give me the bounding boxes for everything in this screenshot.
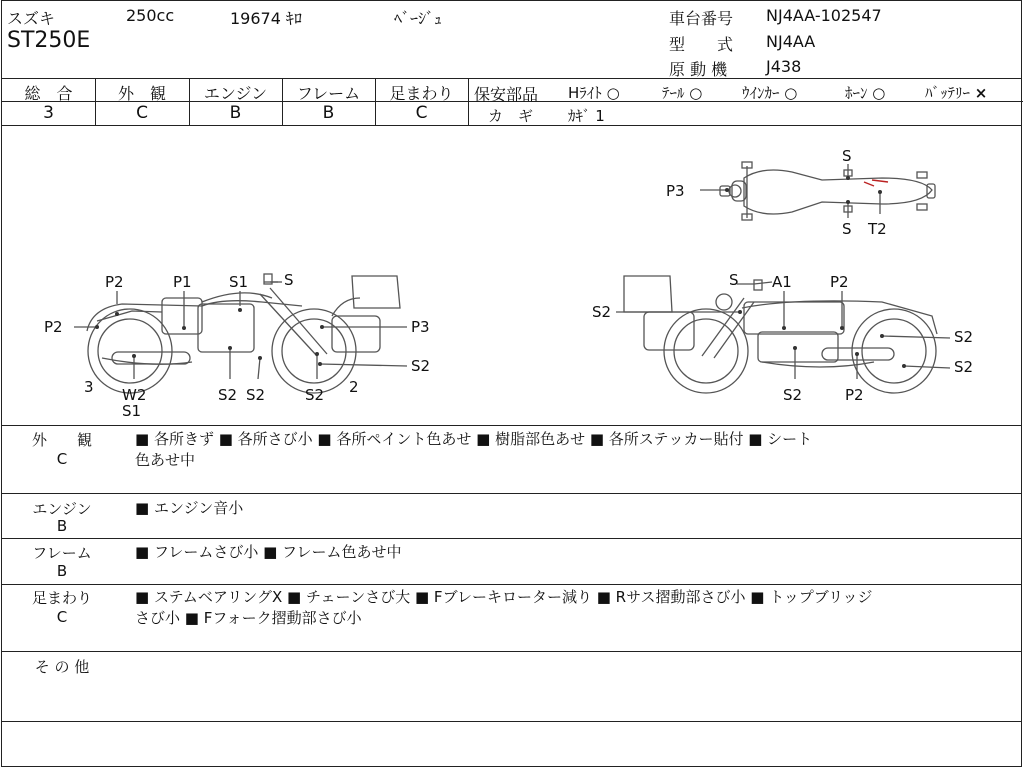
model-name: ST250E — [7, 28, 91, 53]
divider — [2, 425, 1021, 426]
divider — [2, 651, 1021, 652]
note-text-exterior: 色あせ中 — [135, 451, 196, 469]
diagram-label: S2 — [305, 386, 325, 404]
exterior-grade-label: 外 観 — [117, 84, 166, 103]
overall-grade-value: 3 — [43, 103, 54, 123]
headlight-status-mark: ○ — [606, 84, 620, 102]
diagram-label: S1 — [122, 402, 142, 420]
diagram-label: P2 — [105, 273, 124, 291]
overall-grade-label: 総 合 — [24, 84, 73, 103]
inspection-sheet — [1, 0, 1022, 767]
frame-number: NJ4AA-102547 — [766, 6, 882, 25]
diagram-label: S2 — [954, 328, 974, 346]
safety-item: ﾊﾞｯﾃﾘｰ × — [925, 84, 988, 102]
diagram-label: P1 — [173, 273, 192, 291]
safety-item: Hﾗｲﾄ ○ — [568, 84, 620, 102]
diagram-label: T2 — [868, 220, 887, 238]
diagram-label: S2 — [246, 386, 266, 404]
note-text-engine: ■ エンジン音小 — [135, 499, 244, 517]
diagram-label: P3 — [666, 182, 685, 200]
diagram-label: S2 — [592, 303, 612, 321]
winker-status-mark: ○ — [784, 84, 798, 102]
top-view-motorcycle-icon — [720, 162, 935, 220]
diagram-label: S — [842, 147, 852, 165]
exterior-grade-value: C — [136, 103, 148, 123]
diagram-label: S — [284, 271, 294, 289]
suspension-grade-label: 足まわり — [389, 84, 454, 103]
divider — [2, 493, 1021, 494]
note-grade-engine: B — [56, 517, 68, 535]
note-category-suspension: 足まわり — [31, 589, 92, 607]
diagram-label: P2 — [830, 273, 849, 291]
safety-item: ﾃｰﾙ ○ — [662, 84, 703, 102]
safety-item: ｳｲﾝｶｰ ○ — [742, 84, 798, 102]
divider — [2, 584, 1021, 585]
type-label: 型 式 — [669, 35, 734, 54]
right-side-motorcycle-icon — [624, 276, 937, 393]
divider — [2, 78, 1021, 79]
frame-grade-value: B — [322, 103, 335, 123]
diagram-label: W2 — [122, 386, 147, 404]
engine-model-label: 原 動 機 — [669, 60, 728, 79]
note-category-other: そ の 他 — [34, 658, 90, 676]
mileage: 19674 ｷﾛ — [230, 9, 302, 28]
note-text-suspension: さび小 ■ Fフォーク摺動部さび小 — [135, 609, 362, 627]
diagram-label: S — [842, 220, 852, 238]
note-text-frame: ■ フレームさび小 ■ フレーム色あせ中 — [135, 543, 402, 561]
note-grade-suspension: C — [56, 608, 68, 626]
frame-grade-label: フレーム — [296, 84, 361, 103]
note-text-suspension: ■ ステムベアリングX ■ チェーンさび大 ■ Fブレーキローター減り ■ Rサス摺動部さび小 ■ トップブリッジ — [135, 588, 873, 606]
note-grade-exterior: C — [56, 450, 68, 468]
diagram-label: S1 — [229, 273, 249, 291]
safety-parts-label: 保安部品 — [474, 85, 539, 104]
diagram-label: S2 — [411, 357, 431, 375]
maker: スズキ — [7, 9, 56, 28]
note-text-exterior: ■ 各所きず ■ 各所さび小 ■ 各所ペイント色あせ ■ 樹脂部色あせ ■ 各所ステッカー貼付 ■ シート — [135, 430, 813, 448]
suspension-grade-value: C — [415, 103, 428, 123]
engine-grade-label: エンジン — [203, 84, 268, 103]
divider — [2, 721, 1021, 722]
type-value: NJ4AA — [766, 32, 816, 51]
horn-status-mark: ○ — [872, 84, 886, 102]
diagram-label: S2 — [783, 386, 803, 404]
engine-grade-value: B — [229, 103, 242, 123]
displacement: 250cc — [126, 6, 175, 25]
battery-status-mark: × — [974, 84, 988, 102]
engine-model-value: J438 — [766, 57, 802, 76]
diagram-label: S2 — [954, 358, 974, 376]
note-grade-frame: B — [56, 562, 68, 580]
diagram-label: P2 — [44, 318, 63, 336]
color: ﾍﾞｰｼﾞｭ — [394, 9, 443, 28]
diagram-label: P3 — [411, 318, 430, 336]
frame-number-label: 車台番号 — [669, 9, 734, 28]
safety-item: ﾎｰﾝ ○ — [845, 84, 886, 102]
diagram-label: 2 — [349, 378, 359, 396]
key-label: カ ギ — [488, 107, 534, 125]
note-category-engine: エンジン — [32, 500, 92, 518]
taillight-status-mark: ○ — [689, 84, 703, 102]
diagram-label: P2 — [845, 386, 864, 404]
note-category-exterior: 外 観 — [31, 431, 92, 449]
note-category-frame: フレーム — [32, 544, 92, 562]
diagram-label: 3 — [84, 378, 94, 396]
diagram-label: S — [729, 271, 739, 289]
divider — [2, 538, 1021, 539]
diagram-label: A1 — [772, 273, 792, 291]
diagram-label: S2 — [218, 386, 238, 404]
motorcycle-damage-diagram — [2, 126, 1023, 426]
key-value: ｶｷﾞ 1 — [568, 107, 605, 125]
